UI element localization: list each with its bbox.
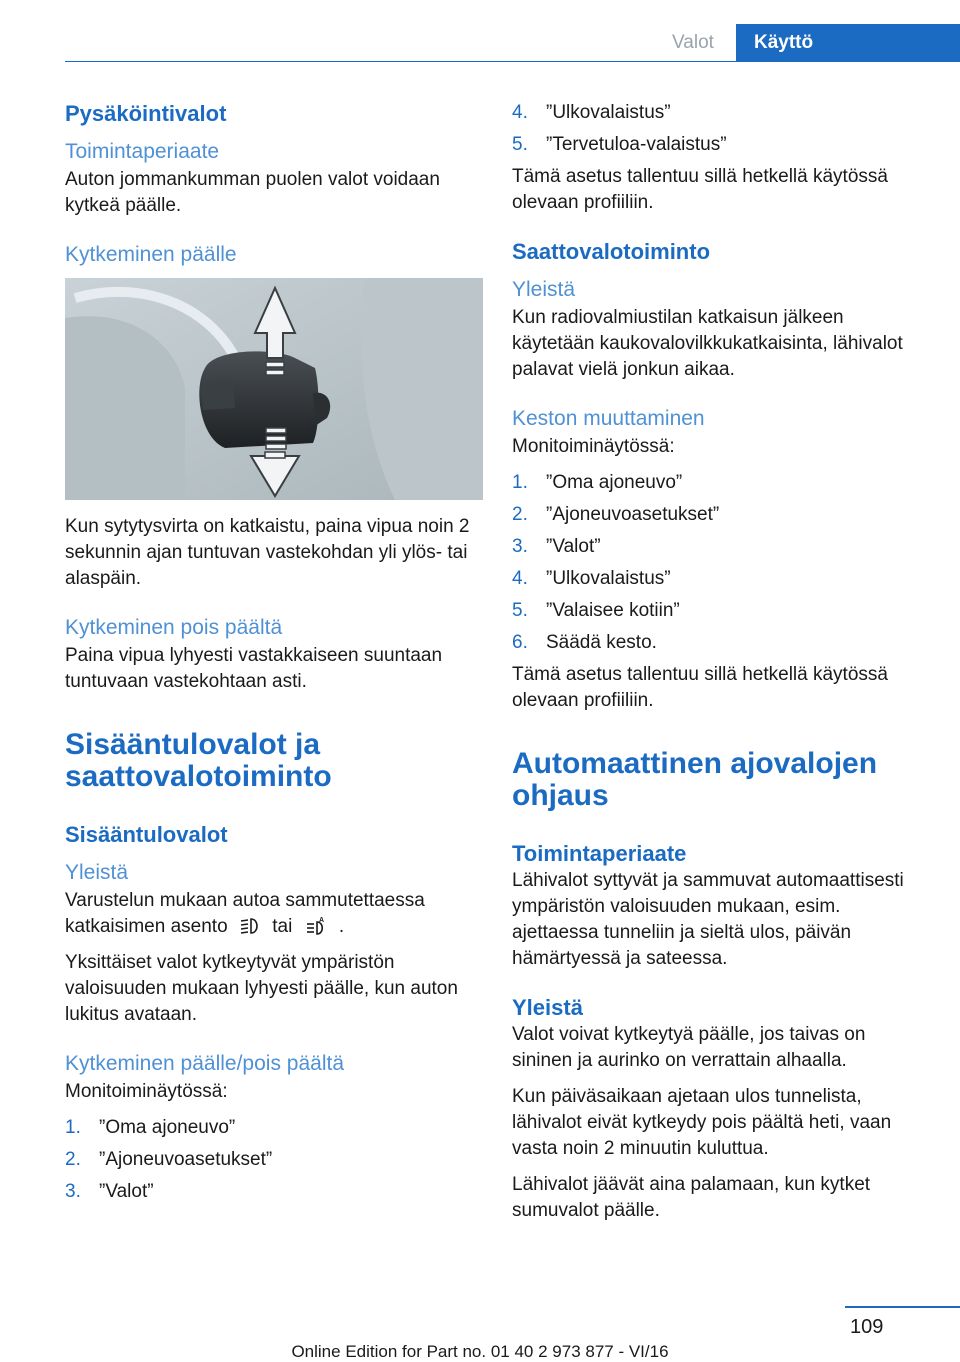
page-number: 109 (850, 1316, 884, 1338)
entry-steps-continued-list (512, 100, 930, 158)
duration-steps-list (512, 470, 930, 656)
duration-profile-note: Tämä asetus tallentuu sillä hetkellä käytössä olevaan profiiliin. (512, 664, 888, 711)
entry-general-text: Varustelun mukaan autoa sammutettaessa katkaisimen asento tai A . (65, 890, 425, 937)
headlight-icon (239, 916, 261, 936)
list-item: 6. Säädä kesto. (512, 632, 657, 653)
auto-general-text-1: Valot voivat kytkeytyä päälle, jos taivas on sininen ja aurinko on verrattain alhaalla. (512, 1024, 866, 1071)
auto-principle-text: Lähivalot syttyvät ja sammuvat automaattisesti ympäristön valoisuuden mukaan, esim. ajettaessa tunneliin ja sieltä ulos, päivän hämärtyessä ja sateessa. (512, 870, 904, 969)
duration-heading: Keston muuttaminen (512, 407, 705, 430)
follow-me-home-heading: Saattovalotoiminto (512, 239, 711, 264)
principle-text: Auton jommankumman puolen valot voidaan kytkeä päälle. (65, 169, 440, 216)
list-item: 1. ”Oma ajoneuvo” (512, 472, 683, 493)
switch-off-text: Paina vipua lyhyesti vastakkaiseen suuntaan tuntuvaan vastekohtaan asti. (65, 645, 443, 692)
parking-lights-heading: Pysäköintivalot (65, 101, 227, 126)
entry-general-heading: Yleistä (65, 861, 129, 884)
entry-general-text-2: Yksittäiset valot kytkeytyvät ympäristön valoisuuden mukaan lyhyesti päälle, kun auton lukitus avataan. (65, 952, 458, 1025)
right-column (512, 100, 930, 1234)
list-item: 5. ”Valaisee kotiin” (512, 600, 680, 621)
svg-text:A: A (318, 917, 324, 924)
switch-on-heading: Kytkeminen päälle (65, 243, 237, 266)
auto-principle-heading: Toimintaperiaate (512, 841, 687, 866)
edition-footer: Online Edition for Part no. 01 40 2 973 877 - VI/16 (291, 1342, 669, 1361)
follow-general-heading: Yleistä (512, 278, 576, 301)
list-item: 3. ”Valot” (512, 536, 601, 557)
auto-general-text-3: Lähivalot jäävät aina palamaan, kun kytket sumuvalot päälle. (512, 1174, 871, 1221)
entry-steps-list (65, 1115, 483, 1205)
principle-heading: Toimintaperiaate (65, 140, 220, 163)
follow-general-text: Kun radiovalmiustilan katkaisun jälkeen käytetään kaukovalovilkkukatkaisinta, lähivalot palavat vielä jonkun aikaa. (512, 307, 903, 380)
list-item: 2. ”Ajoneuvoasetukset” (65, 1149, 273, 1170)
auto-general-heading: Yleistä (512, 995, 583, 1020)
entry-toggle-heading: Kytkeminen päälle/pois päältä (65, 1052, 345, 1075)
switch-off-heading: Kytkeminen pois päältä (65, 616, 283, 639)
entry-lights-chapter-title: Sisääntulovalot ja saattovalotoiminto (65, 728, 332, 793)
list-item: 4. ”Ulkovalaistus” (512, 102, 671, 123)
list-item: 3. ”Valot” (65, 1181, 154, 1202)
entry-profile-note: Tämä asetus tallentuu sillä hetkellä käytössä olevaan profiiliin. (512, 166, 888, 213)
header-chapter-tab: Käyttö (736, 24, 960, 61)
list-item: 1. ”Oma ajoneuvo” (65, 1117, 236, 1138)
stalk-lever-photo (65, 278, 483, 500)
auto-headlight-icon (304, 916, 328, 936)
left-column (65, 100, 483, 1211)
duration-intro: Monitoiminäytössä: (512, 436, 675, 457)
header-rule (65, 61, 960, 62)
auto-general-text-2: Kun päiväsaikaan ajetaan ulos tunnelista, lähivalot eivät kytkeydy pois päältä heti, vaan vasta noin 2 minuutin kuluttua. (512, 1086, 892, 1159)
list-item: 4. ”Ulkovalaistus” (512, 568, 671, 589)
list-item: 2. ”Ajoneuvoasetukset” (512, 504, 720, 525)
header-section-label: Valot (672, 31, 714, 53)
entry-lights-heading: Sisääntulovalot (65, 822, 228, 847)
auto-headlight-chapter-title: Automaattinen ajovalojen ohjaus (512, 747, 878, 812)
switch-on-text: Kun sytytysvirta on katkaistu, paina vipua noin 2 sekunnin ajan tuntuvan vastekohdan yli ylös- tai alaspäin. (65, 516, 470, 589)
list-item: 5. ”Tervetuloa-valaistus” (512, 134, 727, 155)
footer-rule (845, 1306, 960, 1308)
entry-toggle-intro: Monitoiminäytössä: (65, 1081, 228, 1102)
